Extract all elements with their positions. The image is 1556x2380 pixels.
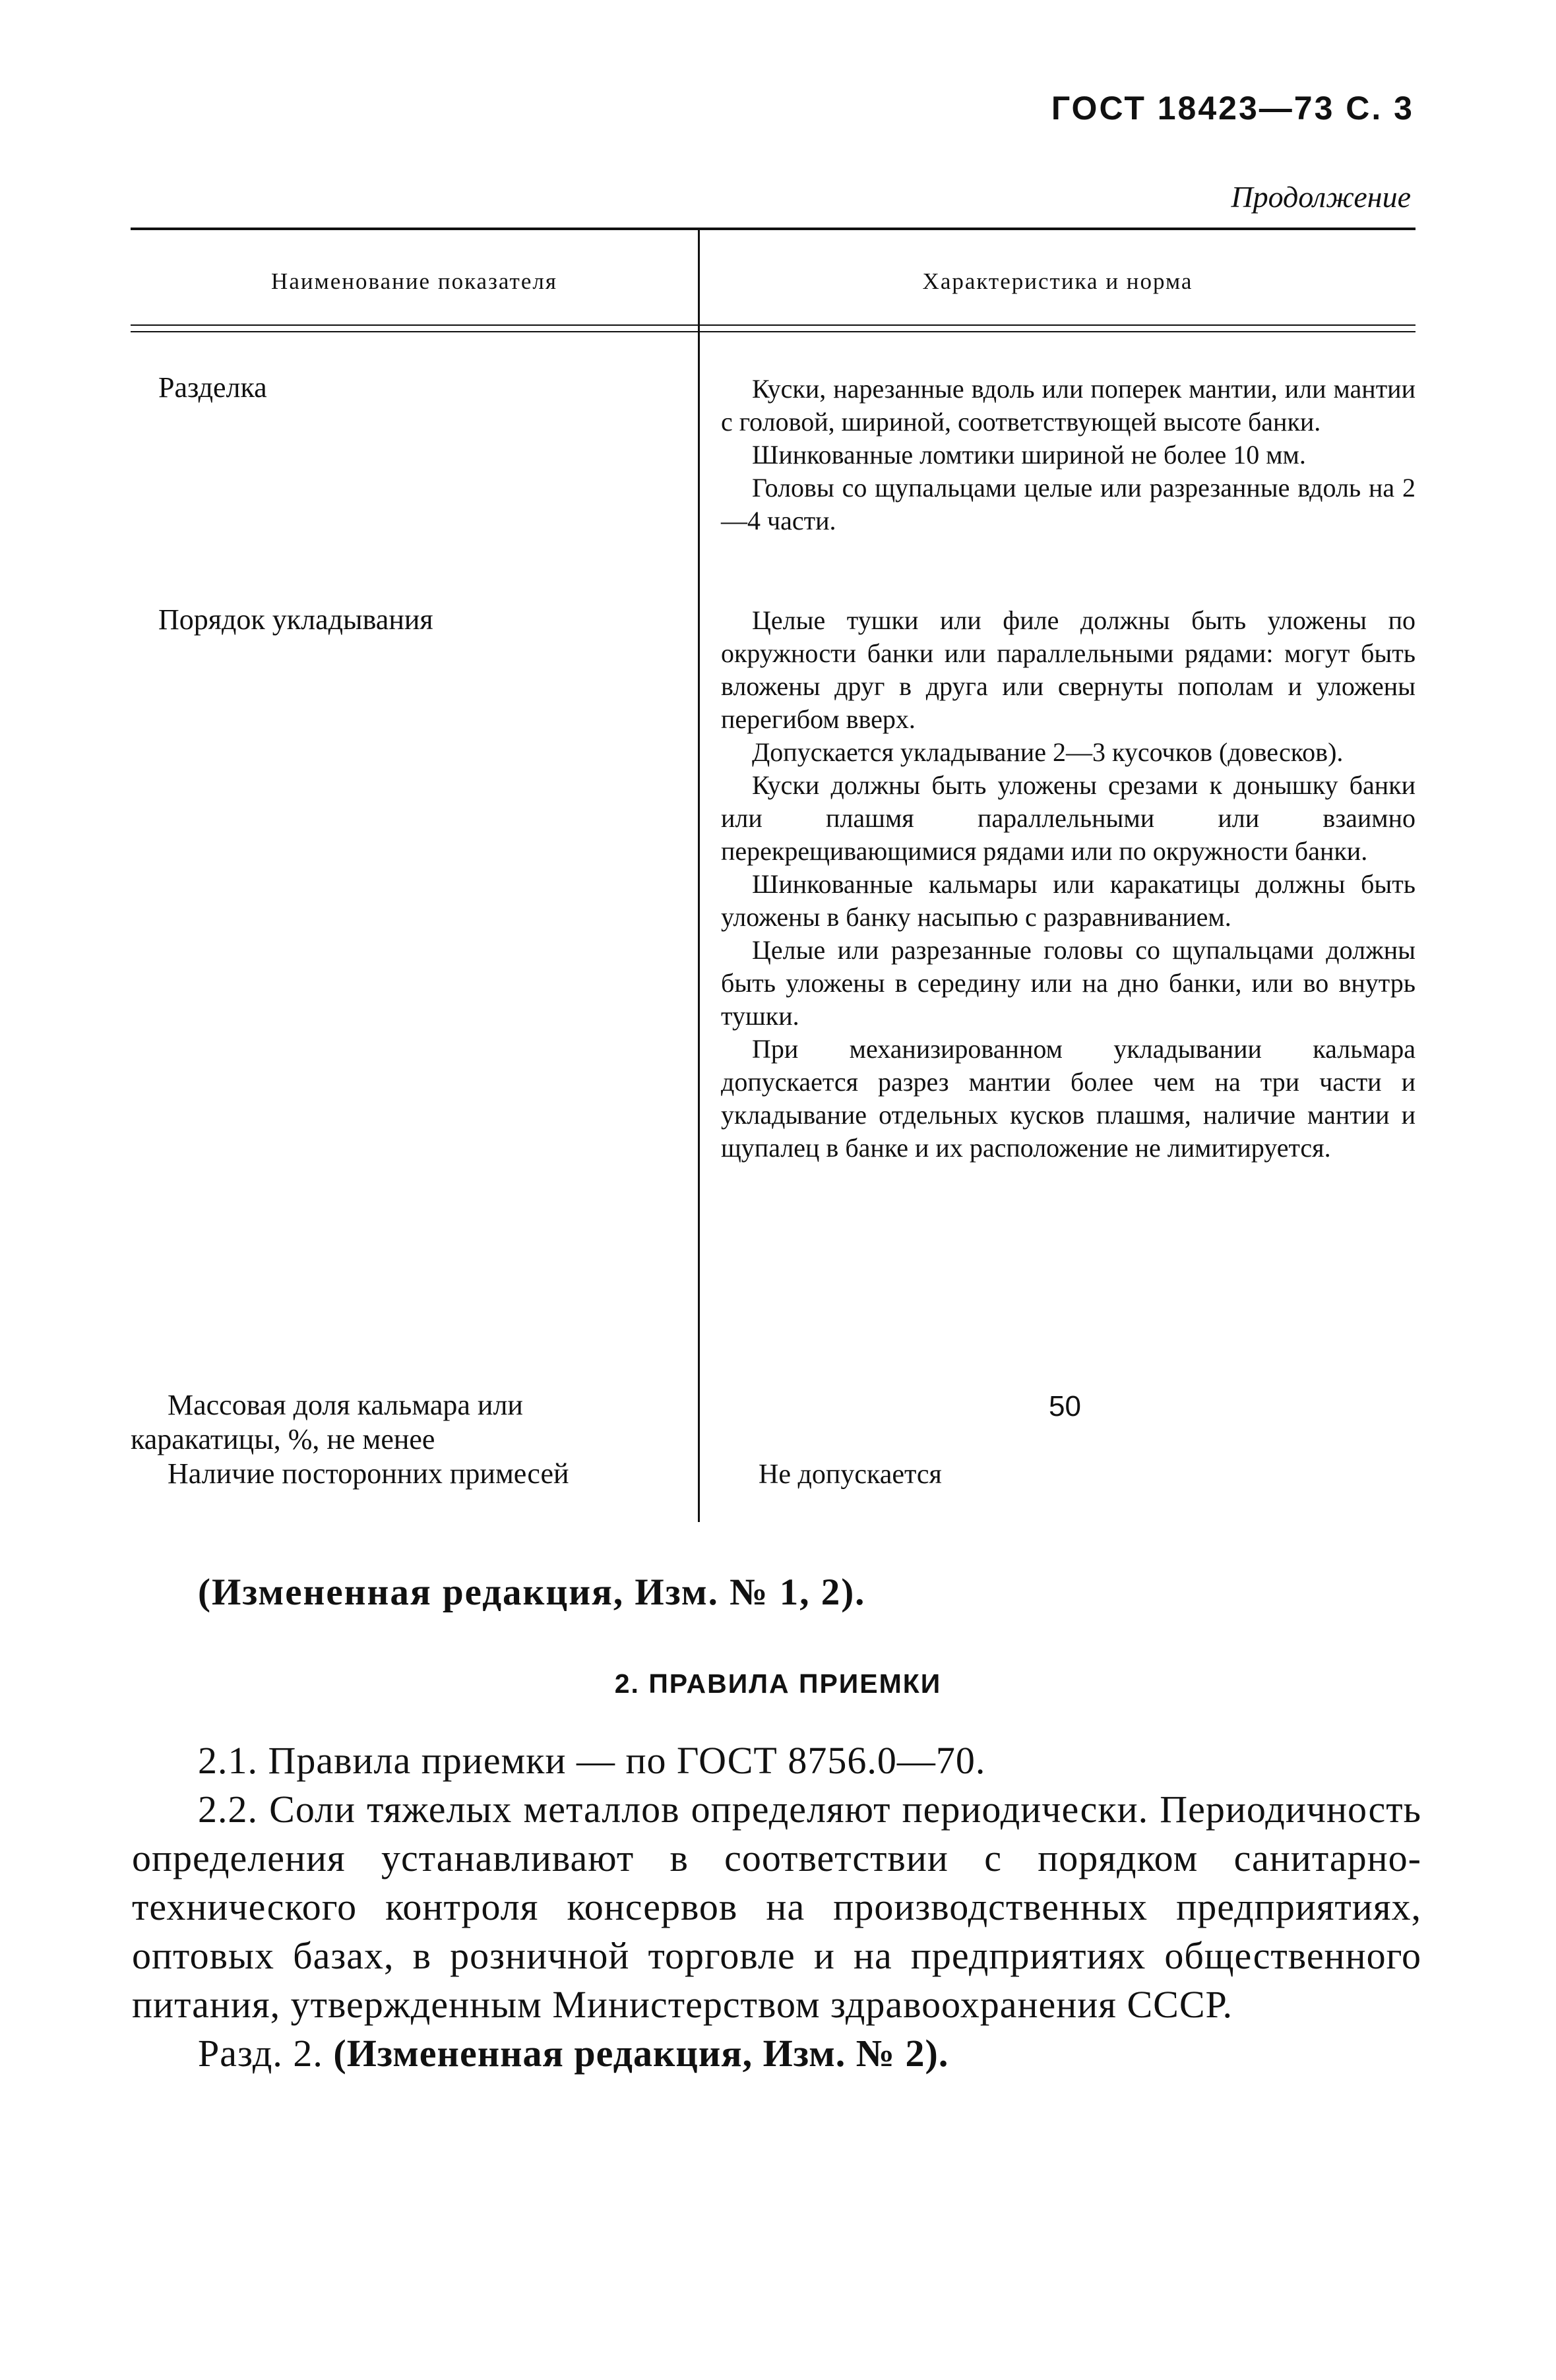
amendment-prefix: Разд. 2. <box>198 2032 323 2075</box>
section-title: 2. ПРАВИЛА ПРИЕМКИ <box>614 1668 942 1699</box>
row-value-mass-fraction: 50 <box>1049 1390 1081 1422</box>
paragraph-2-1: 2.1. Правила приемки — по ГОСТ 8756.0—70. <box>198 1739 986 1782</box>
amendment-bold: (Измененная редакция, Изм. № 2). <box>333 2032 949 2075</box>
continuation-label: Продолжение <box>1231 180 1411 214</box>
row-label-mass-fraction-2: каракатицы, %, не менее <box>131 1423 435 1455</box>
packing-para-3: Куски должны быть уложены срезами к донышку банки или плашмя параллельными или взаимно перекрещивающимися рядами или по окружности банки. <box>721 770 1416 866</box>
column-header-value: Характеристика и норма <box>922 268 1193 294</box>
paragraph-amendment-2 <box>132 2029 1421 2078</box>
cutting-para-3: Головы со щупальцами целые или разрезанные вдоль на 2—4 части. <box>721 473 1416 535</box>
column-header-name: Наименование показателя <box>271 268 557 294</box>
packing-para-6: При механизированном укладывании кальмара допускается разрез мантии более чем на три части и укладывание отдельных кусков плашмя, наличие мантии и щупалец в банке и их расположение не лимитируется. <box>721 1034 1416 1163</box>
packing-para-2: Допускается укладывание 2—3 кусочков (довесков). <box>752 737 1344 767</box>
amendment-note: (Измененная редакция, Изм. № 1, 2). <box>198 1571 866 1613</box>
section-body <box>132 1736 1421 2078</box>
table-top-rule <box>131 228 1416 230</box>
row-value-packing-order <box>721 604 1416 1165</box>
row-label-packing-order: Порядок укладывания <box>158 603 433 636</box>
row-value-cutting <box>721 373 1416 537</box>
cutting-para-2: Шинкованные ломтики шириной не более 10 мм. <box>752 440 1306 470</box>
standard-code: ГОСТ 18423—73 С. 3 <box>1051 90 1414 127</box>
column-divider <box>698 229 700 1522</box>
row-label-impurities: Наличие посторонних примесей <box>168 1457 569 1490</box>
header-bottom-rule-2 <box>131 331 1416 332</box>
packing-para-5: Целые или разрезанные головы со щупальцами должны быть уложены в середину или на дно банки, или во внутрь тушки. <box>721 935 1416 1031</box>
packing-para-4: Шинкованные кальмары или каракатицы должны быть уложены в банку насыпью с разравниванием. <box>721 869 1416 932</box>
header-bottom-rule <box>131 324 1416 326</box>
row-label-cutting: Разделка <box>158 371 267 404</box>
paragraph-2-2: 2.2. Соли тяжелых металлов определяют периодически. Периодичность определения устанавливают в соответствии с порядком санитарно-технического контроля консервов на производственных предприятиях, оптовых базах, в розничной торговле и на предприятиях общественного питания, утвержденным Министерством здравоохранения СССР. <box>132 1788 1421 2026</box>
row-label-mass-fraction-1: Массовая доля кальмара или <box>168 1389 523 1421</box>
packing-para-1: Целые тушки или филе должны быть уложены по окружности банки или параллельными рядами: могут быть вложены друг в друга или свернуты пополам и уложены перегибом вверх. <box>721 605 1416 734</box>
row-value-impurities: Не допускается <box>759 1459 942 1490</box>
cutting-para-1: Куски, нарезанные вдоль или поперек мантии, или мантии с головой, шириной, соответствующей высоте банки. <box>721 374 1416 437</box>
